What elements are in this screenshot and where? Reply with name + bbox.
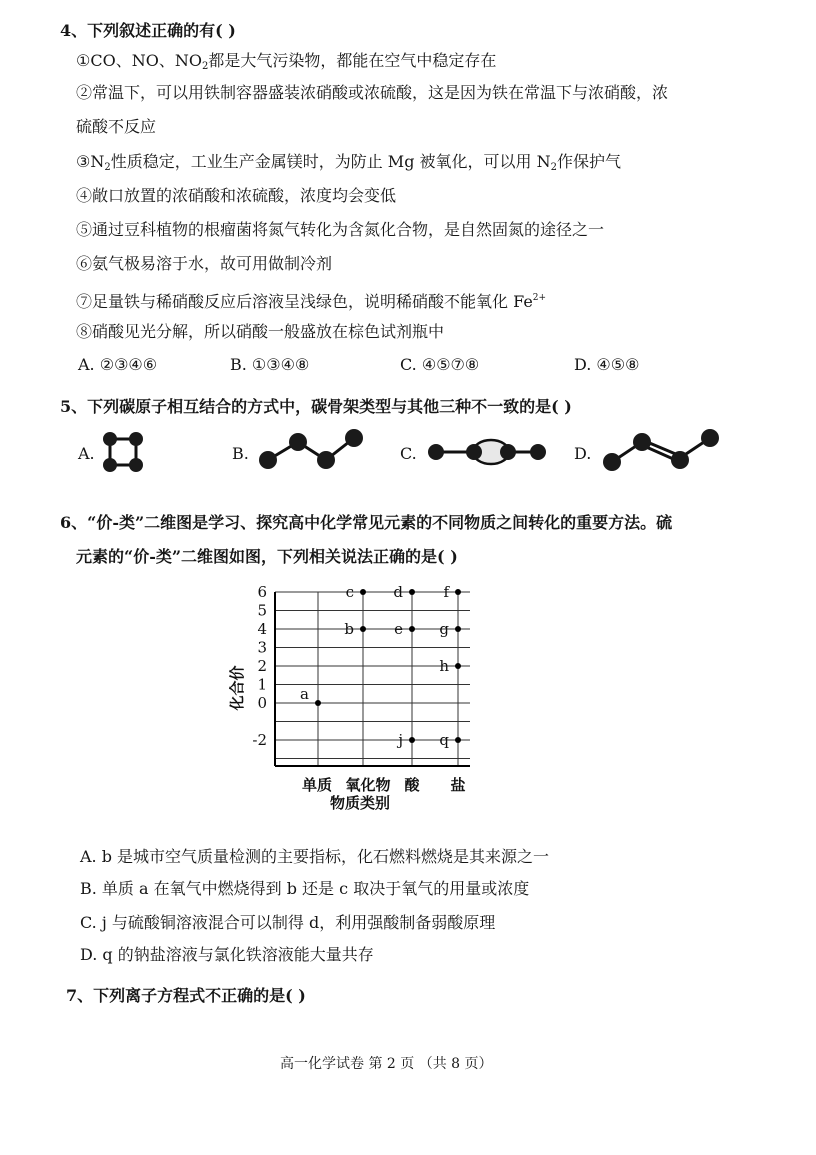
- point-h: [455, 663, 461, 669]
- y-tick-label: 3: [257, 638, 267, 657]
- q6-option-d: D. q 的钠盐溶液与氯化铁溶液能大量共存: [80, 945, 374, 964]
- q4-statement-6: ⑥氨气极易溶于水，故可用做制冷剂: [76, 254, 333, 273]
- point-j: [409, 737, 415, 743]
- y-tick-label: 4: [257, 620, 267, 638]
- q4-statement-3: $③N_2$性质稳定，工业生产金属镁时，为防止 Mg 被氧化，可以用 $N_2$作保护气: [76, 152, 621, 173]
- q6-option-a: A. b 是城市空气质量检测的主要指标，化石燃料燃烧是其来源之一: [80, 847, 550, 866]
- q6-option-b: B. 单质 a 在氧气中燃烧得到 b 还是 c 取决于氧气的用量或浓度: [80, 879, 530, 898]
- q4-statement-2: ②常温下，可以用铁制容器盛装浓硝酸或浓硫酸，这是因为铁在常温下与浓硝酸，浓: [76, 83, 669, 102]
- point-label-j: j: [398, 731, 403, 749]
- q5-molecule-d: [596, 420, 726, 480]
- q6-stem-cont: 元素的“价-类”二维图如图，下列相关说法正确的是( ): [76, 547, 458, 566]
- q4-statement-8: ⑧硝酸见光分解，所以硝酸一般盛放在棕色试剂瓶中: [76, 322, 445, 341]
- q5-option-b-label: B.: [232, 444, 249, 463]
- q4-option-c: C. ④⑤⑦⑧: [400, 355, 480, 374]
- q4-statement-1: ①CO、NO、$NO_2$都是大气污染物，都能在空气中稳定存在: [76, 51, 497, 72]
- point-c: [360, 589, 366, 595]
- q5-option-a-label: A.: [78, 444, 95, 463]
- q4-statement-5: ⑤通过豆科植物的根瘤菌将氮气转化为含氮化合物，是自然固氮的途径之一: [76, 220, 605, 239]
- y-tick-label: 6: [257, 583, 267, 601]
- point-d: [409, 589, 415, 595]
- y-tick-label: -2: [252, 731, 267, 749]
- q6-option-c: C. j 与硫酸铜溶液混合可以制得 d，利用强酸制备弱酸原理: [80, 913, 496, 932]
- point-label-b: b: [344, 620, 354, 638]
- q6-stem: 6、“价-类”二维图是学习、探究高中化学常见元素的不同物质之间转化的重要方法。硫: [60, 513, 673, 532]
- x-category-label: 酸: [404, 776, 420, 794]
- chart-x-categories: [302, 776, 466, 794]
- point-g: [455, 626, 461, 632]
- page-footer: 高一化学试卷 第 2 页 （共 8 页）: [280, 1056, 493, 1072]
- x-category-label: 盐: [450, 776, 466, 794]
- chart-y-ticks: [252, 583, 267, 749]
- point-label-c: c: [345, 583, 354, 601]
- point-label-q: q: [439, 731, 449, 749]
- y-tick-label: 1: [257, 675, 267, 694]
- point-q: [455, 737, 461, 743]
- point-label-d: d: [393, 583, 403, 601]
- q4-option-b: B. ①③④⑧: [230, 355, 310, 374]
- q4-statement-2-cont: 硫酸不反应: [76, 117, 157, 136]
- point-label-e: e: [394, 620, 403, 638]
- x-category-label: 氧化物: [345, 776, 391, 794]
- y-tick-label: 0: [257, 694, 267, 712]
- q4-statement-4: ④敞口放置的浓硝酸和浓硫酸，浓度均会变低: [76, 186, 397, 205]
- q5-option-c-label: C.: [400, 444, 417, 463]
- q5-stem: 5、下列碳原子相互结合的方式中，碳骨架类型与其他三种不一致的是( ): [60, 397, 572, 416]
- point-label-f: f: [443, 583, 449, 601]
- valence-class-chart: [220, 580, 490, 820]
- point-e: [409, 626, 415, 632]
- q7-stem: 7、下列离子方程式不正确的是( ): [66, 986, 306, 1005]
- q5-molecule-a: [98, 428, 158, 478]
- y-tick-label: 5: [257, 601, 267, 620]
- x-category-label: 单质: [301, 776, 333, 794]
- y-tick-label: 2: [257, 657, 267, 675]
- point-label-h: h: [439, 657, 449, 675]
- chart-x-label: 物质类别: [329, 794, 391, 812]
- point-f: [455, 589, 461, 595]
- q4-stem: 4、下列叙述正确的有( ): [60, 21, 236, 40]
- point-a: [315, 700, 321, 706]
- chart-y-label: 化合价: [228, 665, 246, 711]
- q5-option-d-label: D.: [574, 444, 592, 463]
- q5-molecule-c: [424, 430, 554, 474]
- point-b: [360, 626, 366, 632]
- q4-statement-7: ⑦足量铁与稀硝酸反应后溶液呈浅绿色，说明稀硝酸不能氧化 $Fe^{2+}$: [76, 292, 547, 311]
- q4-option-d: D. ④⑤⑧: [574, 355, 640, 374]
- q5-molecule-b: [252, 422, 372, 478]
- point-label-g: g: [439, 620, 449, 638]
- point-label-a: a: [300, 685, 309, 703]
- q4-option-a: A. ②③④⑥: [78, 355, 158, 374]
